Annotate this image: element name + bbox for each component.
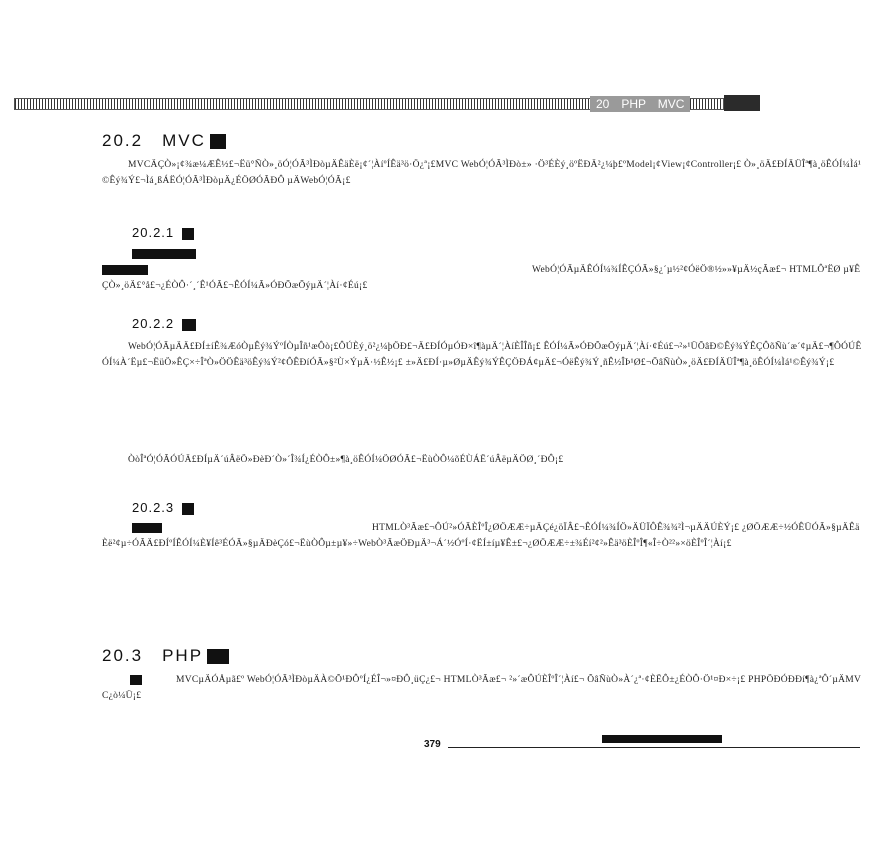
paragraph-model-reuse: ÒòÎªÓ¦ÓÃÓÚÄ£ÐÍµÄ´úÂëÖ»ÐèÐ´Ò»´Î¾Í¿ÉÒÔ±»¶à¸öÊÓÍ¼ÖØÓÃ£¬ËùÒÔ¼õÉÙÁË´úÂëµÄÖØ¸´ÐÔ¡£ bbox=[128, 455, 564, 465]
footer-mark bbox=[602, 735, 722, 743]
section-heading-20-2-3: 20.2.3 bbox=[132, 500, 194, 515]
running-header-title: 20 PHP MVC bbox=[590, 96, 690, 112]
section-heading-20-2-1: 20.2.1 bbox=[132, 225, 194, 240]
paragraph-intro: MVCÄÇÒ»¡¢¾æ¼ÆÊ½£¬Ëü°ÑÒ»¸öÓ¦ÓÃ³ÌÐòµÄÊäÈë¡¢´¦ÀíºÍÊä³ö·Ö¿ª¡£MVC WebÓ¦ÓÃ³ÌÐò±» ·Ö³ÉÈý¸öºËÐÄ²¿¼þ£ºModel¡¢View¡¢Controller¡£ Ò»¸öÄ£ÐÍÄÜÎª¶à¸öÊÓÍ¼Ìá¹©Êý¾Ý£¬Ìá¸ßÁËÓ¦ÓÃ³ÌÐòµÄ¿ÉÖØÓÃÐÔ µÄWebÓ¦ÓÃ¡£ bbox=[102, 160, 862, 186]
paragraph-model: WebÓ¦ÓÃµÄÄ£ÐÍ±íÊ¾ÆóÒµÊý¾ÝºÍÒµÎñ¹æÔò¡£ÔÚÈý¸ö²¿¼þÖÐ£¬Ä£ÐÍÓµÓÐ×î¶àµÄ´¦ÀíÈÎÎñ¡£ ÊÓÍ¼Ã»ÓÐÕæÕýµÄ´¦Àí·¢Éú£¬²»¹ÜÕâÐ©Êý¾ÝÊÇÔõÑù´æ´¢µÄ£¬¶ÔÓÚÊÓÍ¼À´Ëµ£¬ËüÖ»ÊÇ×÷ÎªÒ»ÖÖÊä³öÊý¾Ý²¢ÔÊÐíÓÃ»§²Ù×ÝµÄ·½Ê½¡£ ±»Ä£ÐÍ·µ»ØµÄÊý¾ÝÊÇÖÐÁ¢µÄ£¬ÓëÊý¾Ý¸ñÊ½ÎÞ¹Ø£¬ÕâÑùÒ»¸öÄ£ÐÍÄÜÎª¶à¸öÊÓÍ¼Ìá¹©Êý¾Ý¡£ bbox=[102, 342, 862, 368]
run-in-heading-mark bbox=[132, 249, 196, 259]
footer-rule bbox=[448, 747, 860, 748]
running-header-tab bbox=[724, 95, 760, 111]
section-heading-20-2-2: 20.2.2 bbox=[132, 316, 196, 331]
section-heading-20-3: 20.3 PHP bbox=[102, 641, 229, 666]
section-heading-20-2: 20.2 MVC bbox=[102, 126, 226, 151]
paragraph-php-mvc: MVCµÄÓÅµã£º WebÓ¦ÓÃ³ÌÐòµÄÀ©Õ¹ÐÔºÍ¿ÉÎ¬»¤ÐÔ¸üÇ¿£¬ HTMLÒ³Ãæ£¬ ²»´æÔÚÈÎºÎ´¦Àí£¬ ÕâÑùÒ»À´¿ª·¢ÈËÔ±¿ÉÒÔ·Ö¹¤Ð×÷¡£ PHPÖÐÓÐÐí¶à¿ªÔ´µÄMVC¿ò¼Ü¡£ bbox=[102, 675, 862, 701]
paragraph-controller: HTMLÒ³Ãæ£¬ÔÚ²»ÓÃÈÎºÎ¿ØÖÆÆ÷µÄÇé¿öÏÂ£¬ÊÓÍ¼¾ÍÖ»ÄÜÏÔÊ¾¾²Ì¬µÄÄÚÈÝ¡£ ¿ØÖÆÆ÷½ÓÊÜÓÃ»§µÄÊäÈë²¢µ÷ÓÃÄ£ÐÍºÍÊÓÍ¼È¥Íê³ÉÓÃ»§µÄÐèÇó£¬ËùÒÔµ±µ¥»÷WebÒ³ÃæÖÐµÄ³¬Á´½ÓºÍ·¢ËÍ±íµ¥Ê±£¬¿ØÖÆÆ÷±¾Éí²¢²»Êä³öÈÎºÎ¶«Î÷Ò²²»×öÈÎºÎ´¦Àí¡£ bbox=[102, 523, 860, 549]
page-number: 379 bbox=[424, 739, 441, 750]
paragraph-view: WebÓ¦ÓÃµÄÊÓÍ¼¾ÍÊÇÓÃ»§¿´µ½²¢ÓëÖ®½»»¥µÄ½çÃæ£¬ HTMLÔªËØ µ¥ÊÇÒ»¸öÄ£°å£¬¿ÉÒÔ·´¸´Ê¹ÓÃ£¬ÊÓÍ¼Ã»ÓÐÕæÕýµÄ´¦Àí·¢Éú¡£ bbox=[102, 265, 861, 291]
